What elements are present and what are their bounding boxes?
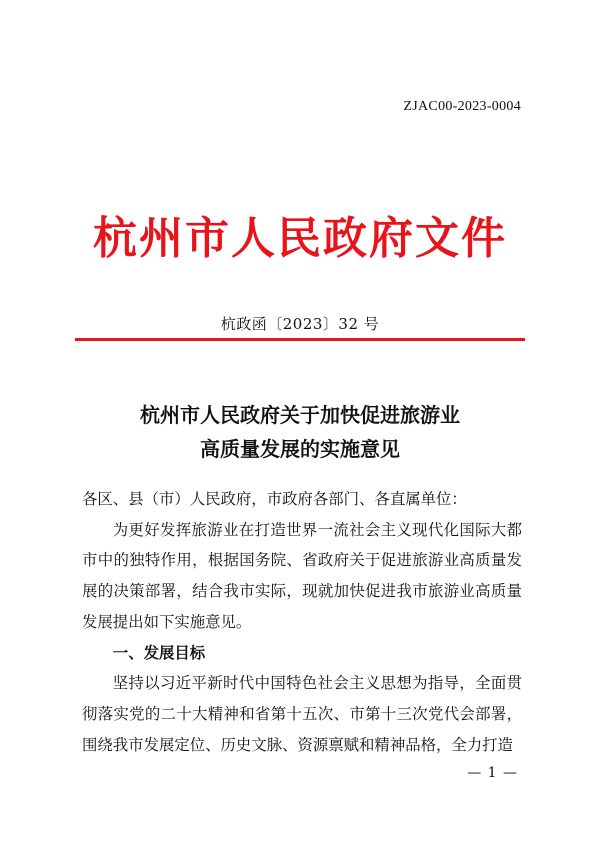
title-line-2: 高质量发展的实施意见 — [200, 437, 400, 461]
document-code: ZJAC00-2023-0004 — [403, 99, 521, 114]
section-paragraph: 坚持以习近平新时代中国特色社会主义思想为指导，全面贯彻落实党的二十大精神和省第十五次、市第十三次党代会部署，围绕我市发展定位、历史文脉、资源禀赋和精神品格，全力打造 — [82, 674, 522, 754]
title-line-1: 杭州市人民政府关于加快促进旅游业 — [140, 403, 460, 427]
intro-paragraph: 为更好发挥旅游业在打造世界一流社会主义现代化国际大都市中的独特作用，根据国务院、省政府关于促进旅游业高质量发展的决策部署，结合我市实际，现就加快促进我市旅游业高质量发展提出如下实施意见。 — [82, 520, 522, 631]
document-number: 杭政函〔2023〕32 号 — [220, 315, 380, 333]
page-number: — 1 — — [467, 765, 518, 781]
section-heading: 一、发展目标 — [112, 643, 206, 662]
document-body — [82, 484, 522, 760]
red-divider — [75, 338, 525, 341]
document-title — [0, 398, 600, 466]
document-masthead: 杭州市人民政府文件 — [93, 213, 507, 264]
addressee: 各区、县（市）人民政府，市政府各部门、各直属单位： — [82, 490, 467, 508]
